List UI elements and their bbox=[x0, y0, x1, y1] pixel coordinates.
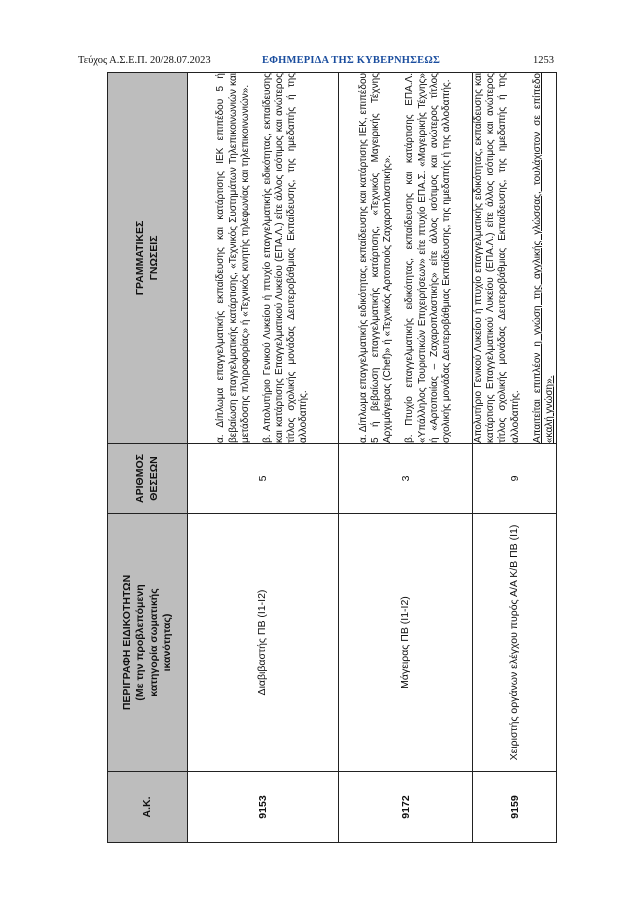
row-seats: 9 bbox=[473, 444, 557, 514]
requirement-a: α. Δίπλωμα επαγγελματικής ειδικότητας, εκπαίδευσης και κατάρτισης ΙΕΚ, επιπέδου 5 ή βεβαίωση επαγγελματικής κατάρτισης, «Τεχνικός Μαγειρικής Τέχνης Αρχιμάγειρας (Chef)» ή «Τεχνικός Αρτοποιός Ζαχαροπλαστικής». bbox=[357, 73, 394, 443]
col-header-requirements: ΓΡΑΜΜΑΤΙΚΕΣ ΓΝΩΣΕΙΣ bbox=[108, 73, 188, 444]
page-number: 1253 bbox=[533, 55, 554, 66]
row-description: Χειριστής οργάνων ελέγχου πυρός Α/Α Κ/Β ΠΒ (Ι1) bbox=[473, 514, 557, 772]
row-requirements bbox=[339, 73, 473, 444]
row-seats: 3 bbox=[339, 444, 473, 514]
row-description: Διαβιβαστής ΠΒ (Ι1-Ι2) bbox=[188, 514, 339, 772]
requirement-b: β. Πτυχίο επαγγελματικής ειδικότητας, εκπαίδευσης και κατάρτισης ΕΠΑ.Λ. «Υπάλληλος Τουριστικών Επιχειρήσεων» είτε πτυχίο ΕΠΑ.Σ. «Μαγειρικής Τέχνης» ή «Αρτοποιίας – Ζαχαροπλαστικής» είτε άλλος ισότιμος και ανώτερος τίτλος σχολικής μονάδας Δευτεροβάθμιας Εκπαίδευσης, της ημεδαπής ή της αλλοδαπής. bbox=[404, 73, 452, 443]
col-header-seats: ΑΡΙΘΜΟΣ ΘΕΣΕΩΝ bbox=[108, 444, 188, 514]
row-seats: 5 bbox=[188, 444, 339, 514]
row-requirements bbox=[188, 73, 339, 444]
requirement-a: Απολυτήριο Γενικού Λυκείου ή πτυχίο επαγγελματικής ειδικότητας, εκπαίδευσης και κατάρτισης Επαγγελματικού Λυκείου (ΕΠΑ.Λ.) είτε άλλος ισότιμος και ανώτερος τίτλος σχολικής μονάδας Δευτεροβάθμιας Εκπαίδευσης, της ημεδαπής ή της αλλοδαπής. bbox=[473, 73, 521, 443]
row-code: 9172 bbox=[339, 772, 473, 843]
issue-label: Τεύχος Α.Σ.Ε.Π. 20/28.07.2023 bbox=[78, 55, 211, 66]
requirement-a: α. Δίπλωμα επαγγελματικής εκπαίδευσης και κατάρτισης ΙΕΚ επιπέδου 5 ή βεβαίωση επαγγελματικής κατάρτισης, «Τεχνικός Συστημάτων Τηλεπικοινωνιών και μετάδοσης πληροφορίας» ή «Τεχνικός κινητής τηλεφωνίας και τηλεπικοινωνιών». bbox=[215, 73, 251, 443]
table-row bbox=[339, 73, 473, 843]
requirement-b: Απαιτείται επιπλέον η γνώση της αγγλικής γλώσσας, τουλάχιστον σε επίπεδο «καλή γνώση». bbox=[531, 73, 555, 443]
rotated-table-container bbox=[107, 73, 555, 843]
col-header-ak: Α.Κ. bbox=[108, 772, 188, 843]
requirement-b: β. Απολυτήριο Γενικού Λυκείου ή πτυχίο επαγγελματικής ειδικότητας, εκπαίδευσης και κατάρτισης Επαγγελματικού Λυκείου (ΕΠΑ.Λ.) είτε άλλος ισότιμος και ανώτερος τίτλος σχολικής μονάδας Δευτεροβάθμιας Εκπαίδευσης, της ημεδαπής ή της αλλοδαπής. bbox=[261, 73, 310, 443]
table-header-row bbox=[108, 73, 188, 843]
table-row bbox=[473, 73, 557, 843]
col-header-description: ΠΕΡΙΓΡΑΦΗ ΕΙΔΙΚΟΤΗΤΩΝ (Με την προβλεπόμενη κατηγορία σωματικής ικανότητας) bbox=[108, 514, 188, 772]
row-code: 9159 bbox=[473, 772, 557, 843]
specialties-table bbox=[107, 72, 557, 843]
row-description: Μάγειρας ΠΒ (Ι1-Ι2) bbox=[339, 514, 473, 772]
row-code: 9153 bbox=[188, 772, 339, 843]
table-row bbox=[188, 73, 339, 843]
gazette-title: ΕΦΗΜΕΡΙΔΑ ΤΗΣ ΚΥΒΕΡΝΗΣΕΩΣ bbox=[262, 55, 441, 66]
row-requirements bbox=[473, 73, 557, 444]
